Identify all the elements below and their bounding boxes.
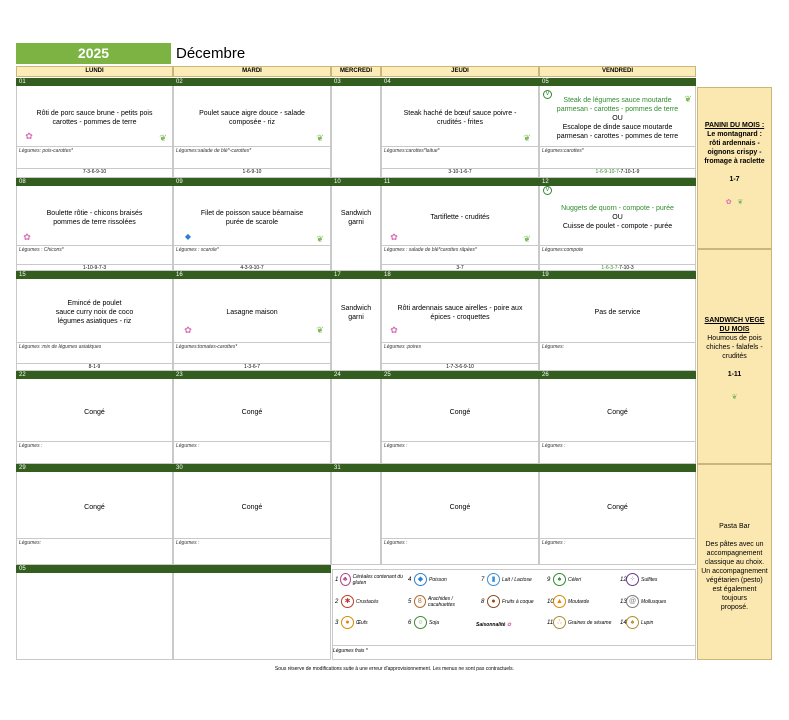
celery-icon: ♠	[553, 573, 566, 586]
meal-text	[539, 88, 696, 148]
legumes-divider	[16, 538, 173, 539]
date-label: 10	[331, 178, 381, 186]
meal-line: Congé	[607, 408, 628, 416]
allergen-name: Poisson	[429, 576, 447, 583]
meal-line: Filet de poisson sauce béarnaise	[200, 209, 304, 217]
meal-line: Rôti ardennais sauce airelles - poire aux	[397, 304, 523, 312]
legumes-divider	[16, 245, 173, 246]
meal-line: Pas de service	[594, 309, 641, 316]
legumes-note: Légumes : salade de blé*carottes râpées*	[384, 247, 477, 253]
legumes-note: Légumes :	[384, 443, 408, 449]
allergen-name: Œufs	[356, 619, 368, 626]
egg-icon: ●	[341, 616, 354, 629]
meal-text	[331, 188, 381, 247]
legend-item	[547, 595, 617, 608]
pasta-line: classique au choix.	[704, 559, 765, 566]
legumes-note: Légumes:carottes*laitue*	[384, 148, 440, 154]
fresh-vegetables-icon: ❦	[316, 325, 324, 335]
date-label: 18	[381, 271, 539, 279]
meal-text	[539, 188, 696, 247]
pasta-line: Un accompagnement	[701, 568, 768, 575]
allergen-number: 13	[620, 598, 627, 605]
legend-item	[481, 595, 554, 608]
day-header-vendredi: VENDREDI	[539, 66, 696, 77]
allergen-codes	[381, 363, 539, 370]
vege-line: crudités	[722, 353, 747, 360]
legumes-note: Légumes:carottes*	[542, 148, 584, 154]
fresh-vegetables-icon: ❦	[523, 133, 531, 143]
legumes-note: Légumes:	[542, 344, 564, 350]
legumes-divider	[173, 441, 331, 442]
legumes-divider	[539, 245, 696, 246]
or-separator: OU	[612, 114, 623, 122]
date-label: 30	[173, 464, 331, 472]
allergen-codes	[173, 363, 331, 370]
allergen-name: Soja	[429, 619, 440, 626]
allergen-name: Arachides / cacahuettes	[427, 595, 455, 608]
allergen-codes-main: 8-1-9	[88, 364, 101, 370]
date-label: 26	[539, 371, 696, 379]
date-label: 31	[331, 464, 381, 472]
fresh-vegetables-icon: ❦	[737, 199, 744, 206]
legumes-divider	[381, 146, 539, 147]
meal-line: composée - riz	[229, 119, 275, 126]
meal-line: épices - croquettes	[430, 313, 490, 321]
pasta-line: proposé.	[720, 604, 749, 611]
meal-line: Sandwich	[340, 209, 372, 217]
disclaimer: Sous réserve de modifications suite à une erreur d'approvisionnement. Les menus ne sont pas contractuels.	[274, 666, 515, 672]
date-label: 05	[16, 565, 173, 573]
panini-icons	[701, 198, 768, 207]
allergen-codes-main: 3-7	[456, 265, 464, 271]
meal-text	[16, 474, 173, 540]
date-label: 29	[16, 464, 173, 472]
vegetarian-meal-line: parmesan - carottes - pommes de terre	[556, 105, 679, 113]
day-header-mercredi: MERCREDI	[331, 66, 381, 77]
vege-allergens: 1-11	[727, 371, 742, 378]
allergen-name: Céleri	[568, 576, 582, 583]
allergen-number: 8	[481, 598, 485, 605]
fish-icon: ◆	[414, 573, 427, 586]
fresh-vegetables-icon: ❦	[731, 394, 738, 401]
meal-line: pommes de terre rissolées	[53, 218, 136, 226]
meal-line: Emincé de poulet	[67, 300, 122, 307]
legumes-divider	[16, 342, 173, 343]
legumes-divider	[381, 342, 539, 343]
meal-text	[381, 474, 539, 540]
allergen-codes-vegetarian: 1-6-9-10-7	[595, 169, 619, 175]
meal-text	[16, 281, 173, 344]
allergen-codes	[539, 168, 696, 175]
fresh-vegetables-text: Légumes frais *	[333, 648, 368, 654]
allergen-codes-main: 1-10-9-7-3	[82, 265, 107, 271]
month-title: Décembre	[176, 45, 246, 62]
date-label: 09	[173, 178, 331, 186]
legumes-note: Légumes :mix de légumes asiatiques	[19, 344, 102, 350]
legumes-note: Légumes:tomates-carottes*	[176, 344, 238, 350]
legend-item	[335, 616, 405, 629]
pasta-line: accompagnement	[706, 550, 763, 557]
legend-item	[481, 573, 551, 586]
meal-line: Congé	[241, 408, 263, 416]
meal-line: crudités - frites	[437, 119, 483, 126]
fresh-vegetables-icon: ❦	[523, 234, 531, 244]
allergen-codes	[381, 264, 539, 271]
meal-line: Escalope de dinde sauce moutarde	[562, 123, 673, 131]
legumes-divider	[173, 146, 331, 147]
date-label: 01	[16, 78, 173, 86]
date-label: 08	[16, 178, 173, 186]
legend-item	[547, 616, 617, 629]
vege-line: chiches - falafels -	[706, 344, 763, 351]
date-label: 19	[539, 271, 696, 279]
date-label	[539, 464, 696, 472]
meal-line: Congé	[449, 503, 471, 511]
legumes-note: Légumes :	[542, 540, 566, 546]
meal-text	[173, 281, 331, 344]
date-label: 15	[16, 271, 173, 279]
legend-item	[408, 573, 478, 586]
legumes-note: Légumes :	[19, 443, 43, 449]
seasonal-flower-icon: ✿	[25, 131, 33, 141]
date-label: 02	[173, 78, 331, 86]
allergen-legend	[332, 569, 696, 660]
meal-line: garni	[348, 218, 364, 226]
meal-text	[16, 188, 173, 247]
date-label: 12	[539, 178, 696, 186]
panini-line: Le montagnard :	[707, 131, 762, 138]
legumes-divider	[173, 245, 331, 246]
meal-line: carottes - pommes de terre	[52, 119, 137, 126]
allergen-codes	[539, 264, 696, 271]
allergen-codes	[16, 168, 173, 175]
legend-item	[620, 573, 690, 586]
allergen-number: 2	[335, 598, 339, 605]
legumes-note: Légumes :	[384, 540, 408, 546]
date-label	[173, 565, 331, 573]
fresh-vegetables-icon: ❦	[159, 133, 167, 143]
allergen-codes	[381, 168, 539, 175]
seasonal-flower-icon: ✿	[23, 232, 31, 242]
allergen-name: Lupin	[641, 619, 654, 626]
date-label: 24	[331, 371, 381, 379]
meal-text	[331, 281, 381, 344]
date-label: 23	[173, 371, 331, 379]
fresh-vegetables-icon: ❦	[316, 234, 324, 244]
meal-text	[381, 281, 539, 344]
meal-text	[539, 381, 696, 443]
allergen-name: Céréales contenant du gluten	[352, 573, 403, 586]
date-label: 22	[16, 371, 173, 379]
date-label: 03	[331, 78, 381, 86]
vege-title: SANDWICH VEGE DU MOIS	[704, 317, 765, 333]
vege-line: Houmous de pois	[707, 335, 762, 342]
allergen-codes-main: 7-10-3	[619, 265, 634, 271]
legumes-divider	[539, 146, 696, 147]
legumes-divider	[173, 342, 331, 343]
seasonal-flower-icon: ✿	[390, 325, 398, 335]
meal-line: parmesan - carottes - pommes de terre	[556, 132, 679, 140]
legumes-divider	[539, 538, 696, 539]
allergen-name: Mollusques	[641, 598, 667, 605]
legumes-note: Légumes :poires	[384, 344, 421, 350]
fish-icon: ◆	[184, 232, 192, 241]
allergen-codes	[173, 168, 331, 175]
date-label: 04	[381, 78, 539, 86]
allergen-number: 7	[481, 576, 485, 583]
meal-text	[173, 381, 331, 443]
crab-icon: ✱	[341, 595, 354, 608]
meal-text	[381, 381, 539, 443]
legumes-divider	[173, 538, 331, 539]
allergen-codes-main: 7-3-6-9-10	[82, 169, 107, 175]
legumes-note: Légumes : Chicons*	[19, 247, 64, 253]
legumes-note: Légumes:	[19, 540, 41, 546]
legumes-divider	[16, 146, 173, 147]
panini-line: rôti ardennais -	[709, 140, 760, 147]
allergen-number: 5	[408, 598, 412, 605]
vegetarian-meal-line: Nuggets de quorn - compote - purée	[561, 205, 674, 212]
legumes-note: Légumes:compote	[542, 247, 584, 253]
legend-item	[335, 595, 405, 608]
allergen-name: Fruits à coque	[502, 598, 534, 605]
legend-item	[408, 616, 478, 629]
pasta-line: végétarien (pesto)	[706, 577, 763, 584]
legumes-divider	[539, 342, 696, 343]
panini-title: PANINI DU MOIS :	[704, 122, 765, 129]
allergen-number: 11	[547, 619, 554, 626]
allergen-codes-main: -7-10-1-9	[618, 169, 640, 175]
meal-text	[539, 474, 696, 540]
allergen-number: 1	[335, 576, 339, 583]
seasonality-label	[476, 622, 511, 628]
legend-item	[408, 595, 478, 608]
meal-line: garni	[348, 313, 364, 321]
wheat-icon: ♣	[340, 573, 351, 586]
meal-line: purée de scarole	[225, 218, 279, 226]
meal-line: Congé	[607, 503, 628, 511]
legumes-divider	[381, 245, 539, 246]
snail-icon: @	[626, 595, 639, 608]
meal-line: Congé	[449, 408, 471, 416]
day-header-mardi: MARDI	[173, 66, 331, 77]
vegetarian-icon: V	[543, 186, 552, 195]
date-label: 17	[331, 271, 381, 279]
meal-line: Sandwich	[340, 304, 372, 312]
pasta-line: Des pâtes avec un	[705, 541, 764, 548]
meal-text	[381, 188, 539, 247]
allergen-codes	[16, 363, 173, 370]
allergen-name: Graines de sésame	[568, 619, 612, 626]
legumes-note: Légumes:salade de blé*-carottes*	[176, 148, 252, 154]
meal-line: légumes asiatiques - riz	[57, 318, 132, 325]
seasonal-flower-icon: ✿	[390, 232, 398, 242]
legend-item	[335, 573, 405, 586]
panini-box	[697, 87, 772, 249]
allergen-codes	[173, 264, 331, 271]
meal-line: sauce curry noix de coco	[55, 309, 134, 316]
meal-line: Lasagne maison	[226, 309, 278, 316]
pasta-bar-box	[697, 464, 772, 660]
pasta-title: Pasta Bar	[719, 523, 750, 530]
meal-text	[173, 88, 331, 148]
allergen-codes-main: 3-10-1-6-7	[448, 169, 472, 175]
legumes-note: Légumes: pois-carottes*	[19, 148, 73, 154]
seasonal-flower-icon: ✿	[725, 199, 732, 206]
nut-icon: ●	[487, 595, 500, 608]
grapes-icon: ⁘	[626, 573, 639, 586]
seasonal-flower-icon: ✿	[184, 325, 192, 335]
meal-text	[381, 88, 539, 148]
legumes-note: Légumes :	[176, 540, 200, 546]
allergen-number: 4	[408, 576, 412, 583]
legumes-divider	[381, 441, 539, 442]
empty-day-cell	[16, 565, 173, 660]
soy-icon: ○	[414, 616, 427, 629]
allergen-number: 6	[408, 619, 412, 626]
date-label: 25	[381, 371, 539, 379]
meal-line: Congé	[84, 408, 105, 416]
seasonal-flower-icon: ✿	[506, 622, 512, 628]
empty-day-cell	[173, 565, 331, 660]
allergen-codes-main: 1-3-6-7	[243, 364, 261, 370]
mustard-icon: ▲	[553, 595, 566, 608]
meal-text	[173, 474, 331, 540]
pasta-line: est également toujours	[712, 586, 757, 602]
date-label: 11	[381, 178, 539, 186]
panini-allergens: 1-7	[729, 176, 740, 183]
panini-line: oignons crispy -	[707, 149, 762, 156]
milk-icon: ▮	[487, 573, 500, 586]
peanut-icon: 8	[414, 595, 426, 608]
allergen-name: Lait / Lactose	[502, 576, 532, 583]
meal-line: Congé	[84, 503, 105, 511]
allergen-name: Crustacés	[356, 598, 379, 605]
allergen-number: 12	[620, 576, 627, 583]
vegetarian-icon: V	[543, 90, 552, 99]
vegetarian-meal-line: Steak de légumes sauce moutarde	[563, 96, 672, 104]
legend-item	[620, 595, 690, 608]
day-cell-mercredi	[331, 371, 381, 464]
meal-line: Boulette rôtie - chicons braisés	[46, 209, 143, 217]
meal-text	[16, 88, 173, 148]
allergen-codes-main: 1-6-9-10	[242, 169, 262, 175]
allergen-number: 14	[620, 619, 627, 626]
meal-text	[16, 381, 173, 443]
day-cell-mercredi	[331, 464, 381, 565]
panini-line: fromage à raclette	[704, 158, 765, 165]
allergen-codes-vegetarian: 1-6-3-7-	[601, 265, 620, 271]
allergen-number: 9	[547, 576, 551, 583]
meal-line: Tartiflette - crudités	[430, 214, 490, 221]
legumes-note: Légumes :	[542, 443, 566, 449]
allergen-number: 3	[335, 619, 339, 626]
fresh-vegetables-icon: ❦	[316, 133, 324, 143]
legumes-divider	[381, 538, 539, 539]
legend-item	[620, 616, 690, 629]
allergen-name: Sulfites	[641, 576, 658, 583]
allergen-name: Moutarde	[568, 598, 590, 605]
meal-text	[173, 188, 331, 247]
seasonality-text: Saisonnalité	[476, 622, 506, 628]
allergen-codes-main: 1-7-3-6-9-10	[446, 364, 474, 370]
legumes-note: Légumes : scarole*	[176, 247, 219, 253]
day-header-jeudi: JEUDI	[381, 66, 539, 77]
meal-text	[539, 281, 696, 344]
meal-line: Cuisse de poulet - compote - purée	[562, 223, 673, 230]
date-label: 05	[539, 78, 696, 86]
or-separator: OU	[612, 214, 623, 221]
allergen-codes-main: 4-3-9-10-7	[240, 265, 264, 271]
meal-line: Congé	[241, 503, 263, 511]
day-header-lundi: LUNDI	[16, 66, 173, 77]
sesame-icon: ∴	[553, 616, 566, 629]
meal-line: Rôti de porc sauce brune - petits pois	[36, 110, 153, 117]
allergen-number: 10	[547, 598, 554, 605]
year-label: 2025	[16, 43, 171, 64]
fresh-vegetables-icon: ❦	[684, 94, 692, 104]
fresh-vegetables-label	[333, 648, 368, 654]
meal-line: Poulet sauce aigre douce - salade	[199, 110, 305, 117]
day-cell-mercredi	[331, 78, 381, 178]
allergen-codes	[16, 264, 173, 271]
meal-line: Steak haché de bœuf sauce poivre -	[403, 110, 517, 117]
sandwich-vege-box	[697, 249, 772, 464]
legumes-divider	[16, 441, 173, 442]
legend-item	[547, 573, 617, 586]
legumes-divider	[539, 441, 696, 442]
lupin-icon: ♠	[626, 616, 639, 629]
date-label: 16	[173, 271, 331, 279]
legumes-note: Légumes :	[176, 443, 200, 449]
date-label	[381, 464, 539, 472]
